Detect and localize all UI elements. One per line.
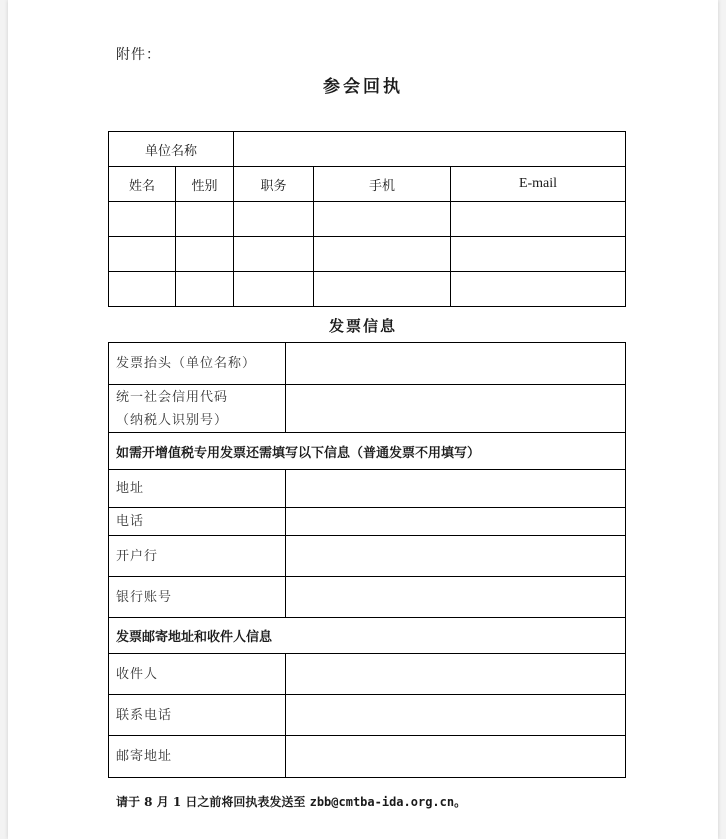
bank-field[interactable] [286,536,626,577]
contact-phone-label: 联系电话 [109,695,286,736]
cell-gender[interactable] [176,202,234,237]
cell-mobile[interactable] [314,272,451,307]
org-name-label: 单位名称 [109,132,234,167]
recipient-label: 收件人 [109,654,286,695]
credit-code-field[interactable] [286,385,626,433]
org-name-field[interactable] [234,132,626,167]
cell-position[interactable] [234,202,314,237]
header-email: E-mail [451,167,626,202]
invoice-header-label: 发票抬头（单位名称） [109,343,286,385]
footer-note [116,793,466,810]
vat-note: 如需开增值税专用发票还需填写以下信息（普通发票不用填写） [109,433,626,470]
footer-text-suffix: 。 [454,795,467,809]
cell-gender[interactable] [176,272,234,307]
attachment-label: 附件： [116,47,161,63]
credit-code-label-line2: （纳税人识别号） [116,412,229,428]
header-row [109,167,626,202]
table-row [109,237,626,272]
table-row [109,202,626,237]
invoice-section-title: 发票信息 [328,317,397,335]
header-gender: 性别 [176,167,234,202]
phone-field[interactable] [286,508,626,536]
invoice-header-field[interactable] [286,343,626,385]
cell-position[interactable] [234,237,314,272]
mailing-address-label: 邮寄地址 [109,736,286,778]
address-field[interactable] [286,470,626,508]
footer-text-prefix: 请于 8 月 1 日之前将回执表发送至 [116,795,310,809]
cell-email[interactable] [451,272,626,307]
account-label: 银行账号 [109,577,286,618]
table-row [109,272,626,307]
cell-name[interactable] [109,272,176,307]
page-title: 参会回执 [323,77,403,97]
cell-email[interactable] [451,237,626,272]
cell-position[interactable] [234,272,314,307]
cell-mobile[interactable] [314,237,451,272]
cell-name[interactable] [109,237,176,272]
mailing-address-field[interactable] [286,736,626,778]
account-field[interactable] [286,577,626,618]
document-page [8,0,718,839]
cell-email[interactable] [451,202,626,237]
header-name: 姓名 [109,167,176,202]
mailing-note: 发票邮寄地址和收件人信息 [109,618,626,654]
footer-email-link[interactable]: zbb@cmtba-ida.org.cn [309,795,455,809]
cell-name[interactable] [109,202,176,237]
phone-label: 电话 [109,508,286,536]
bank-label: 开户行 [109,536,286,577]
contact-phone-field[interactable] [286,695,626,736]
header-mobile: 手机 [314,167,451,202]
cell-mobile[interactable] [314,202,451,237]
address-label: 地址 [109,470,286,508]
credit-code-label-line1: 统一社会信用代码 [116,389,229,405]
cell-gender[interactable] [176,237,234,272]
credit-code-label [109,385,286,433]
header-position: 职务 [234,167,314,202]
recipient-field[interactable] [286,654,626,695]
invoice-table [108,342,626,778]
receipt-table [108,131,626,307]
